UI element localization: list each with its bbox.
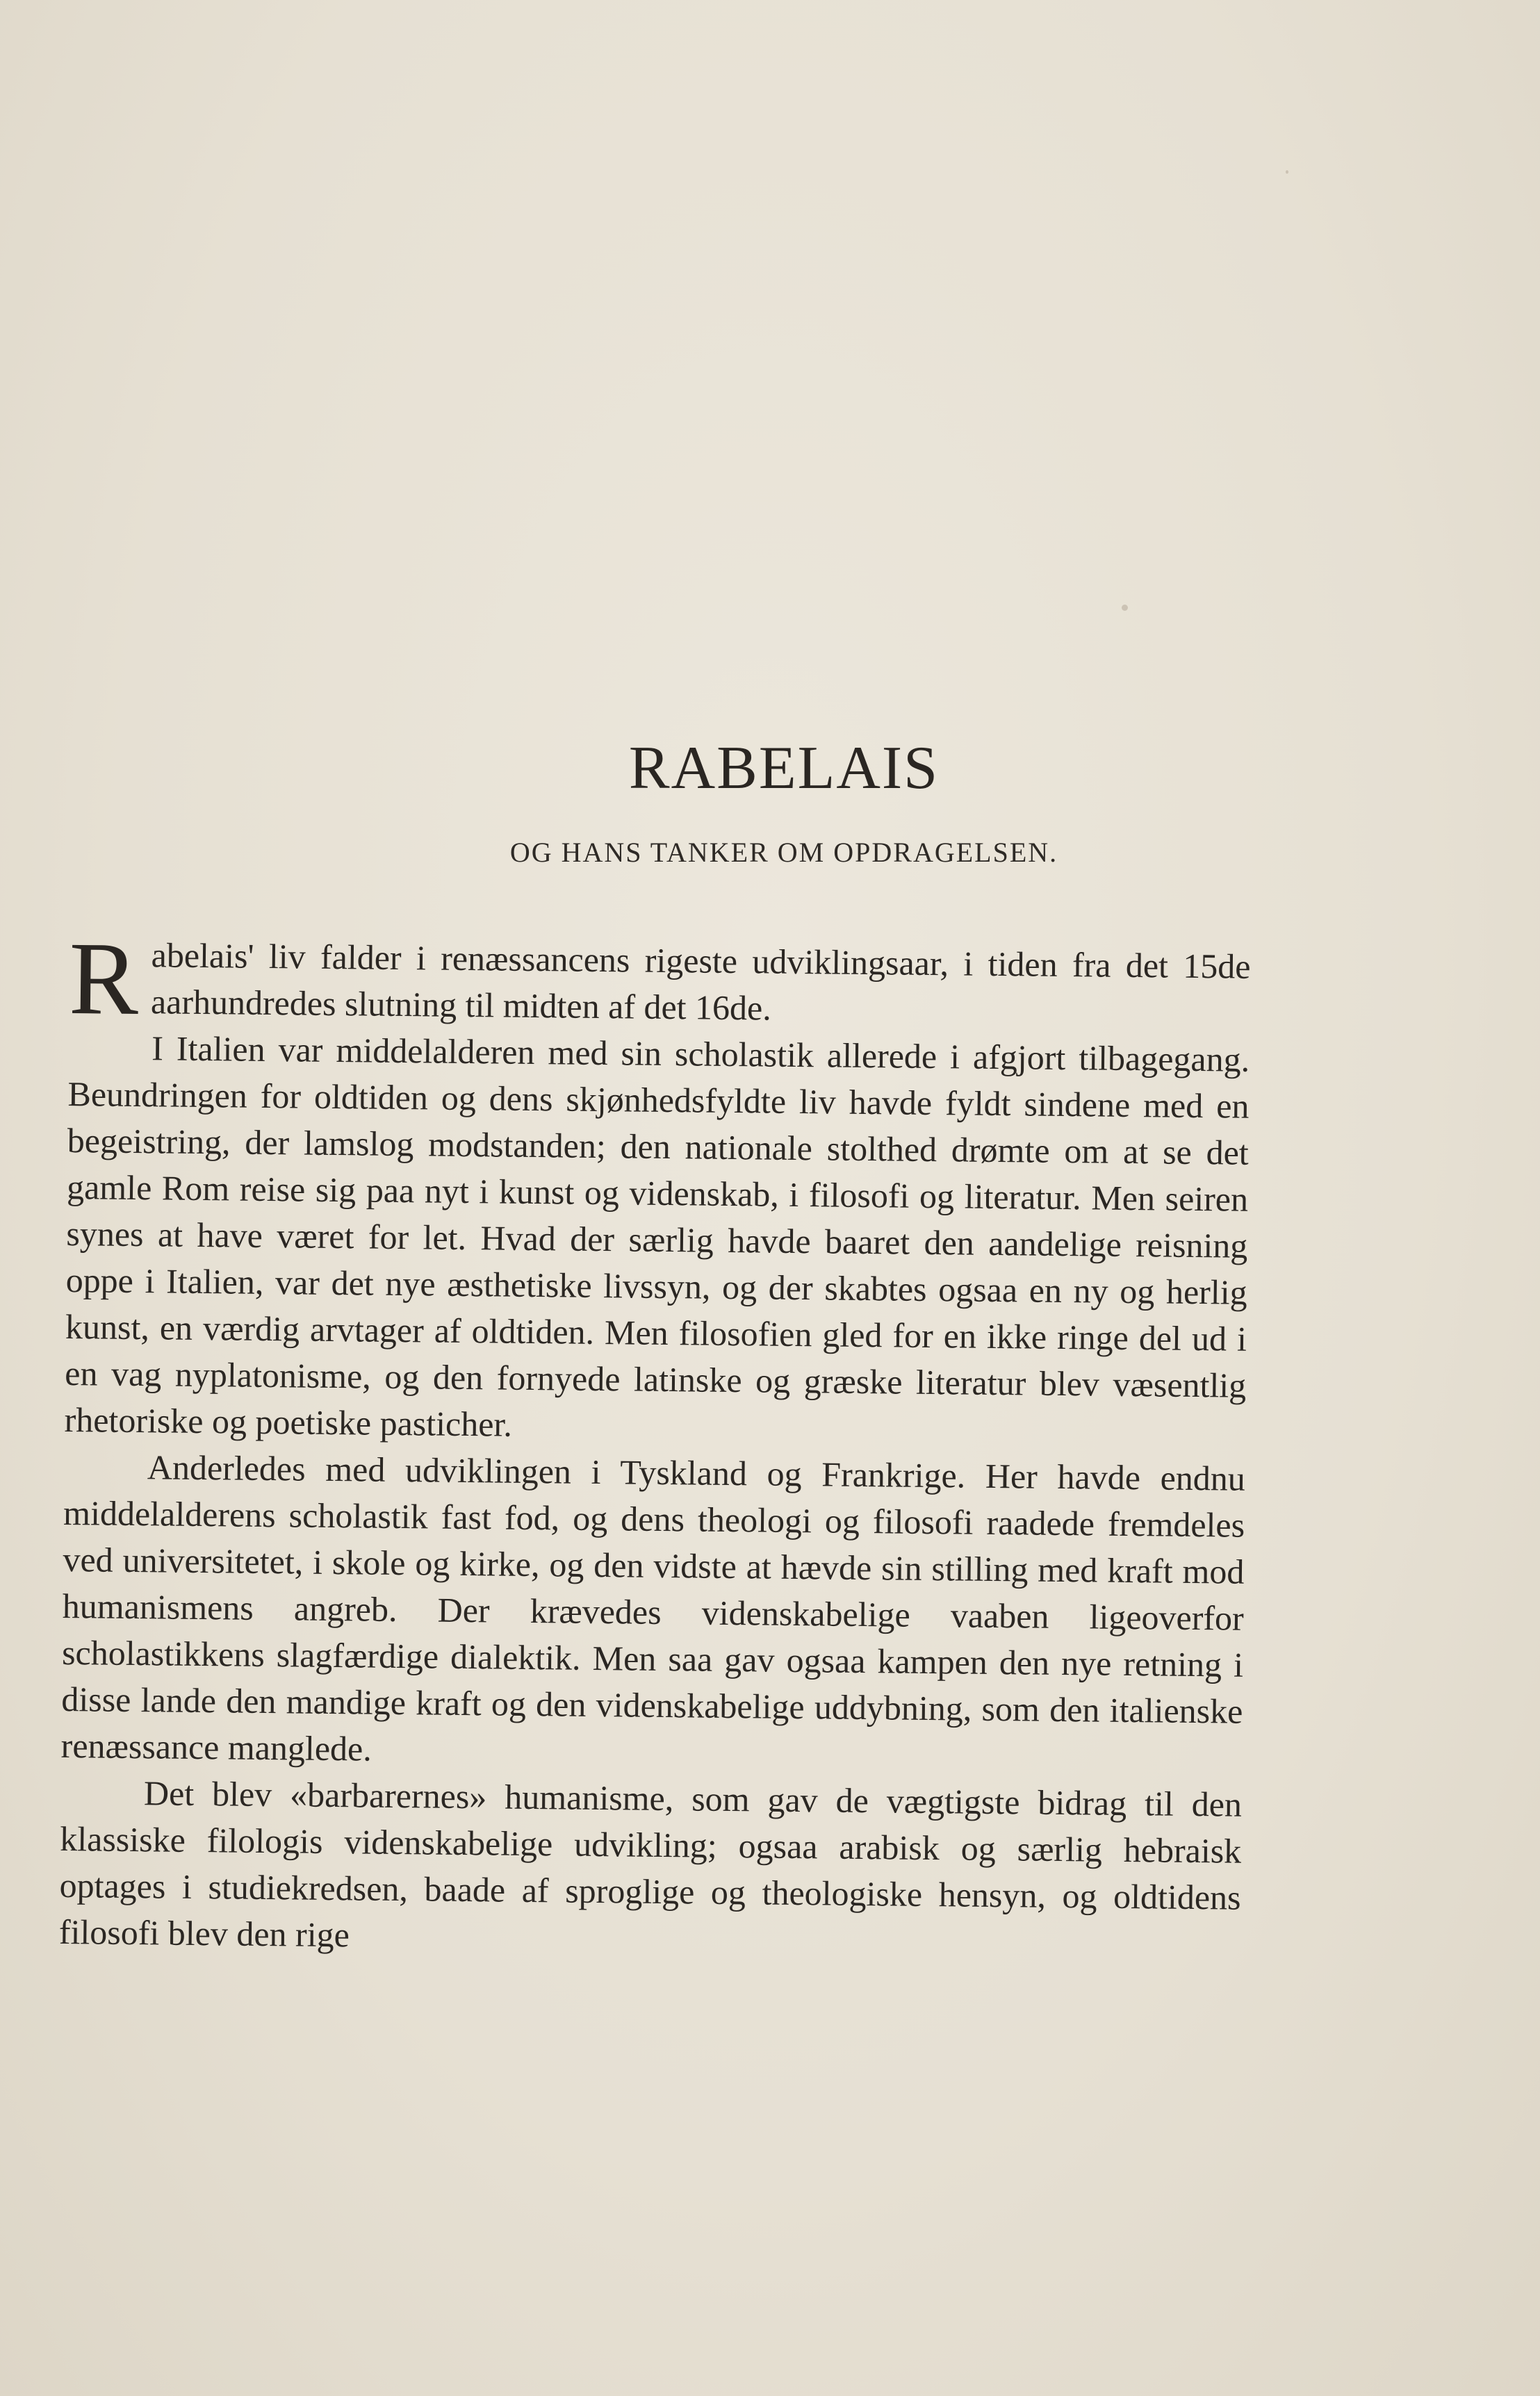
page-subtitle: OG HANS TANKER OM OPDRAGELSEN. — [509, 837, 1058, 868]
paragraph: Anderledes med udviklingen i Tyskland og Frankrige. Her havde endnu middelalderens scholastik fast fod, og dens theologi og filosofi raadede fremdeles ved universitetet, i skole og kirke, og den vidste at hævde sin stilling med kraft mod humanismens angreb. Der krævedes videnskabelige vaaben ligeoverfor scholastikkens slagfærdige dialektik. Men saa gav ogsaa kampen den nye retning i disse lande den mandige kraft og den videnskabelige uddybning, som den italienske renæssance manglede. — [60, 1447, 1246, 1769]
body-text — [58, 921, 1251, 1968]
paragraph: I Italien var middelalderen med sin scholastik allerede i afgjort tilbagegang. Beundringen for oldtiden og dens skjønhedsfyldte liv havde fyldt sindene med en begeistring, der lamslog modstanden; den nationale stolthed drømte om at se det gamle Rom reise sig paa nyt i kunst og videnskab, i filosofi og literatur. Men seiren synes at have været for let. Hvad der særlig havde baaret den aandelige reisning oppe i Italien, var det nye æsthetiske livssyn, og der skabtes ogsaa en ny og herlig kunst, en værdig arvtager af oldtiden. Men filosofien gled for en ikke ringe del ud i en vag nyplatonisme, og den fornyede latinske og græske literatur blev væsentlig rhetoriske og poetiske pasticher. — [64, 1028, 1250, 1444]
paragraph: Det blev «barbarernes» humanisme, som gav de vægtigste bidrag til den klassiske filologis videnskabelige udvikling; ogsaa arabisk og særlig hebraisk optages i studiekredsen, baade af sproglige og theologiske hensyn, og oldtidens filosofi blev den rige — [58, 1773, 1243, 1955]
paragraph — [68, 921, 1251, 1037]
paper-speck — [1122, 605, 1128, 611]
page-title: RABELAIS — [628, 735, 940, 802]
drop-cap: R — [68, 921, 140, 1037]
paragraph-text: abelais' liv falder i renæssancens rigeste udviklingsaar, i tiden fra det 15de aarhundredes slutning til midten af det 16de. — [150, 935, 1251, 1028]
paper-speck — [1286, 170, 1288, 174]
